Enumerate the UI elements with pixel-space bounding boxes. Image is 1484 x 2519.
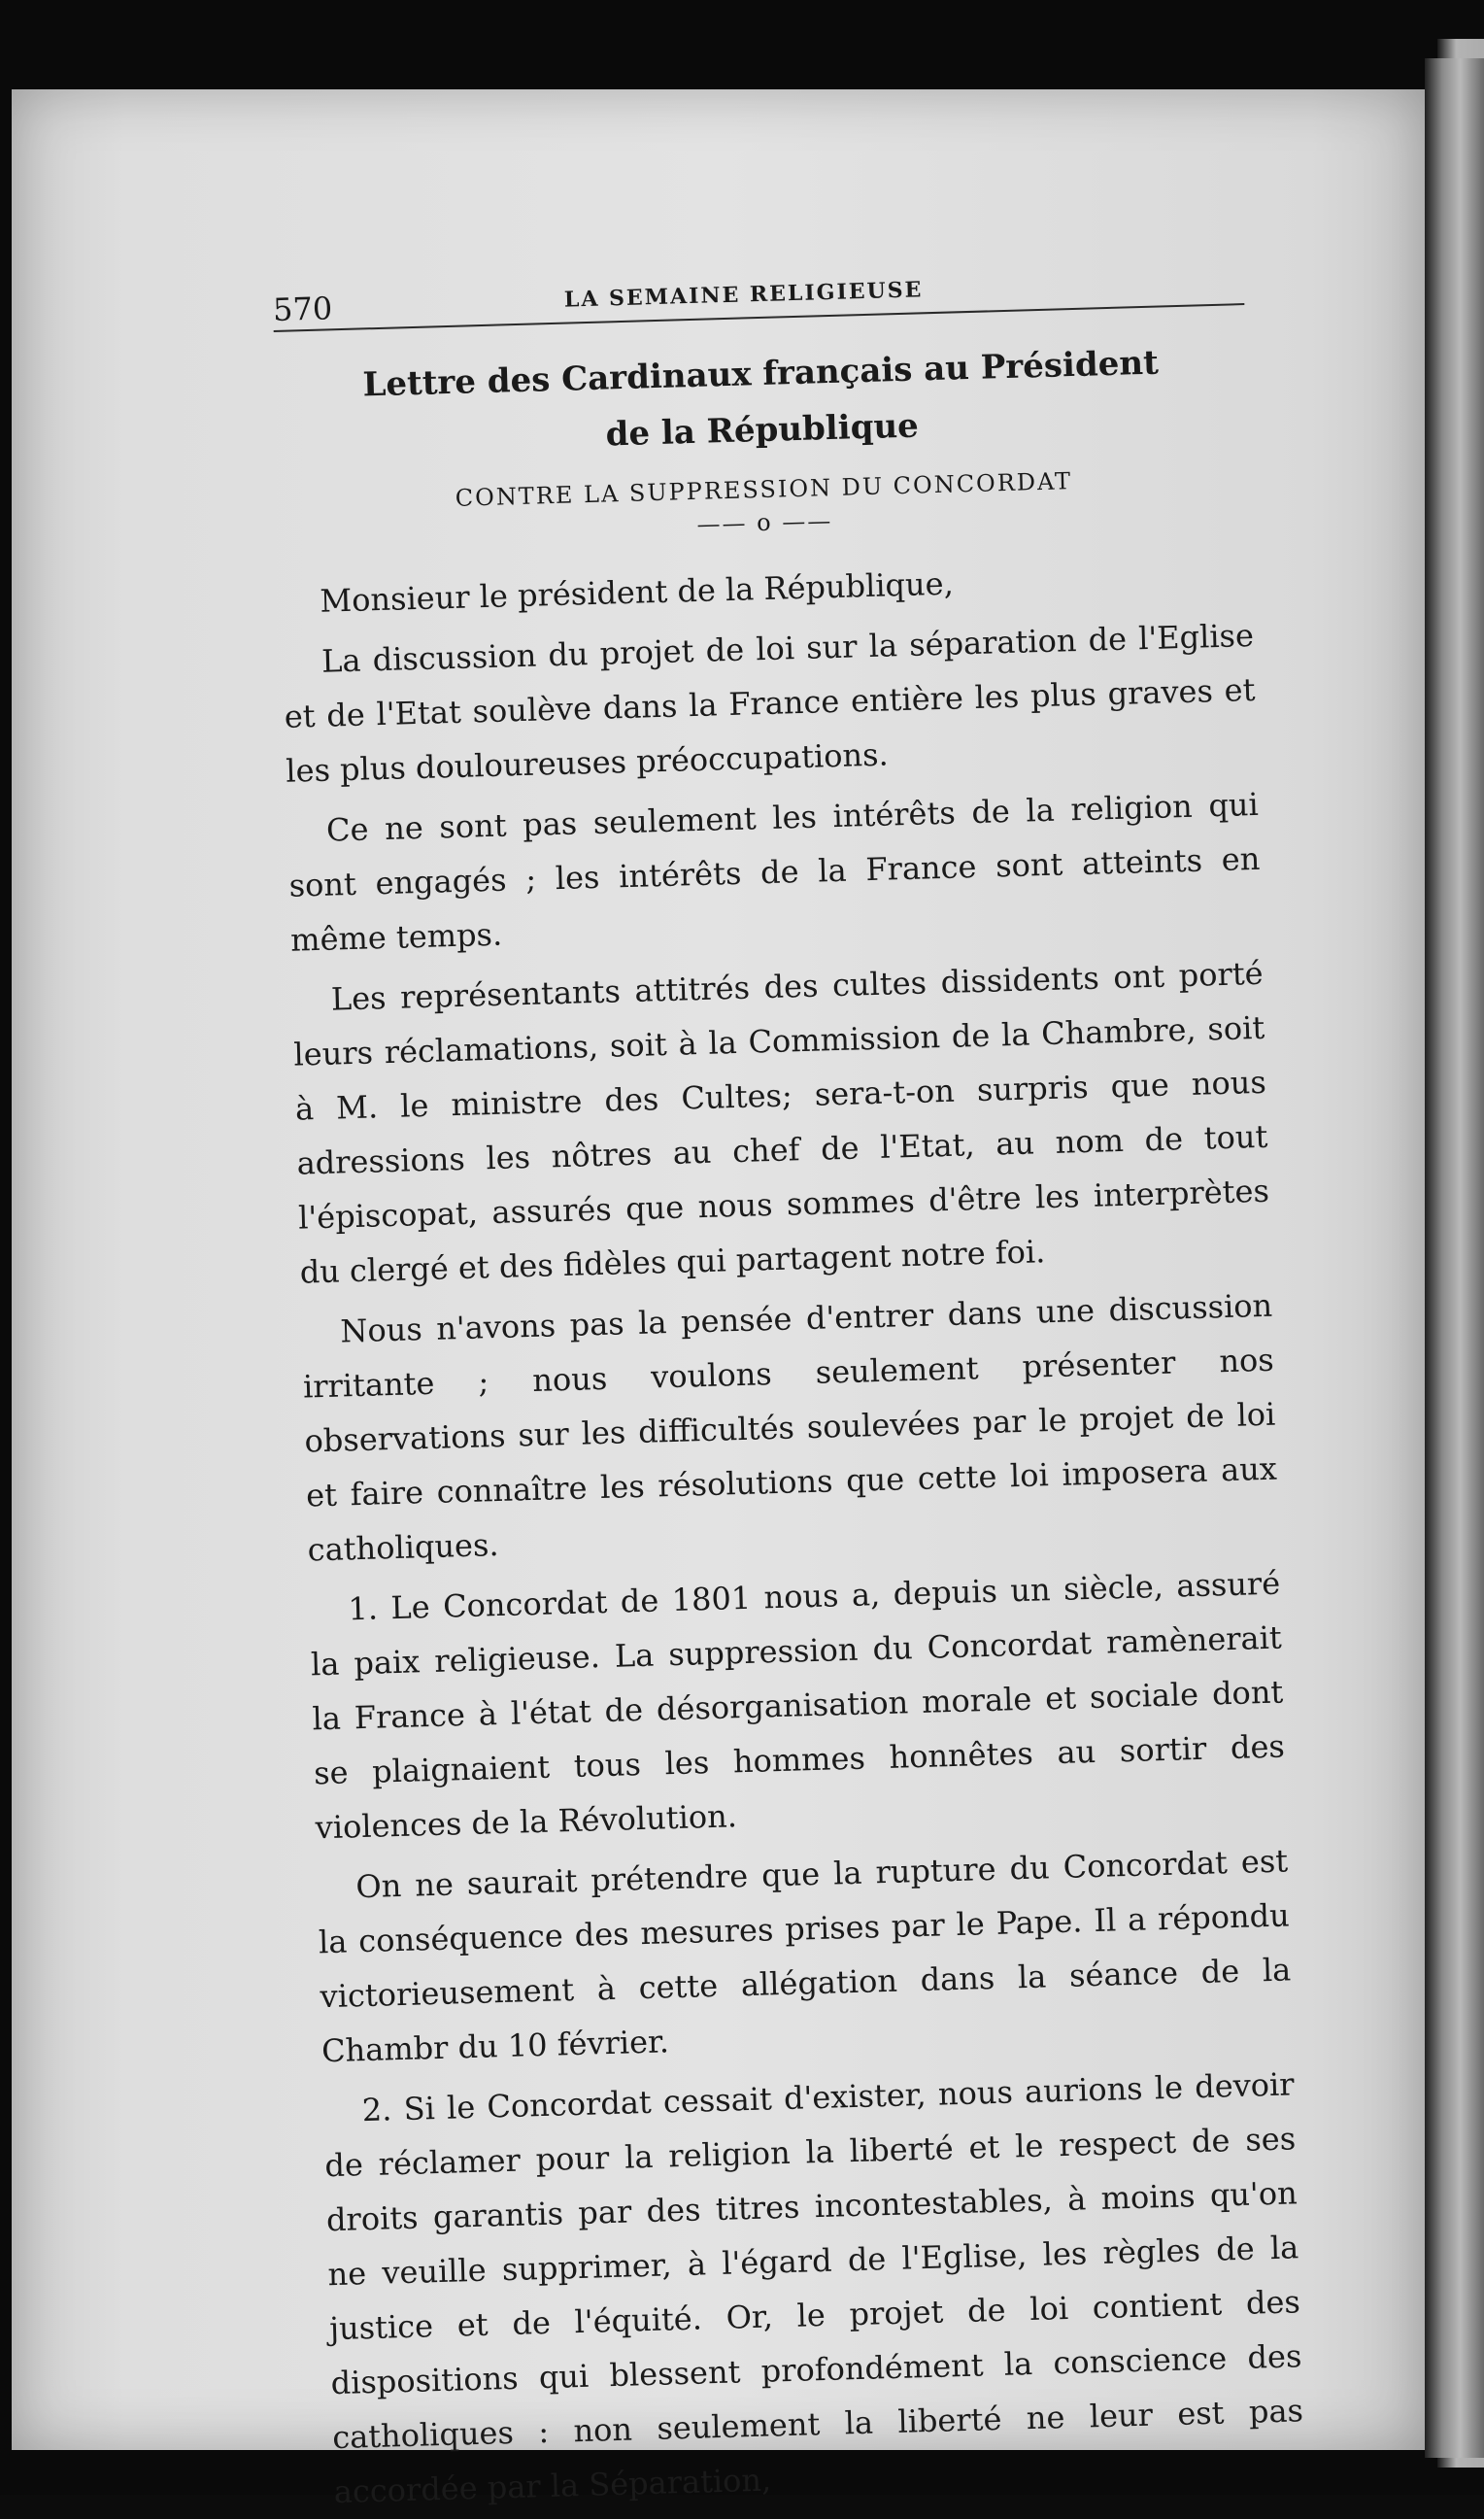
paragraph: 1. Le Concordat de 1801 nous a, depuis un siècle, assuré la paix religieuse. La suppression du Concordat ramènerait la France à l'état de désorganisation morale et sociale dont se plaignaient tous les hommes honnêtes au sortir des violences de la Révolution. (310, 1564, 1286, 1847)
page-content (272, 245, 1305, 2519)
article-title-line-1: Lettre des Cardinaux français au Président (361, 343, 1160, 405)
page-edge-shadow (1425, 58, 1484, 2458)
paragraph: On ne saurait prétendre que la rupture du Concordat est la conséquence des mesures prises par le Pape. Il a répondu victorieusement à cette allégation dans la séance de la Chambr du 10 février. (318, 1842, 1292, 2070)
running-title: LA SEMAINE RELIGIEUSE (563, 277, 924, 313)
page-number: 570 (272, 289, 333, 328)
paragraph: 2. Si le Concordat cessait d'exister, nous aurions le devoir de réclamer pour la religion la liberté et le respect de ses droits garantis par des titres incontestables, à moins qu'on ne veuille supprimer, à l'égard de l'Eglise, les règles de la justice et de l'équité. Or, le projet de loi contient des dispositions qui blessent profondément la conscience des catholiques : non seulement la liberté ne leur est pas accordée par la Séparation, (323, 2065, 1304, 2511)
article-title (275, 332, 1249, 472)
paragraph: Ce ne sont pas seulement les intérêts de la religion qui sont engagés ; les intérêts de la France sont atteints en même temps. (288, 785, 1261, 959)
paragraph: Les représentants attitrés des cultes dissidents ont porté leurs réclamations, soit à la Commission de la Chambre, soit à M. le ministre des Cultes; sera-t-on surpris que nous adressions les nôtres au chef de l'Etat, au nom de tout l'épiscopat, assurés que nous sommes d'être les interprètes du clergé et des fidèles qui partagent notre foi. (292, 954, 1270, 1291)
paragraph: La discussion du projet de loi sur la séparation de l'Eglise et de l'Etat soulève dans la France entière les plus graves et les plus douloureuses préoccupations. (284, 616, 1256, 790)
paragraph: Nous n'avons pas la pensée d'entrer dans une discussion irritante ; nous voulons seulement présenter nos observations sur les difficultés soulevées par le projet de loi et faire connaître les résolutions que cette loi imposera aux catholiques. (302, 1286, 1278, 1569)
article-title-line-2: de la République (605, 406, 920, 455)
article-subtitle: CONTRE LA SUPPRESSION DU CONCORDAT (455, 467, 1073, 512)
separator-ornament: —— o —— (696, 506, 833, 538)
salutation: Monsieur le président de la République, (319, 564, 955, 620)
